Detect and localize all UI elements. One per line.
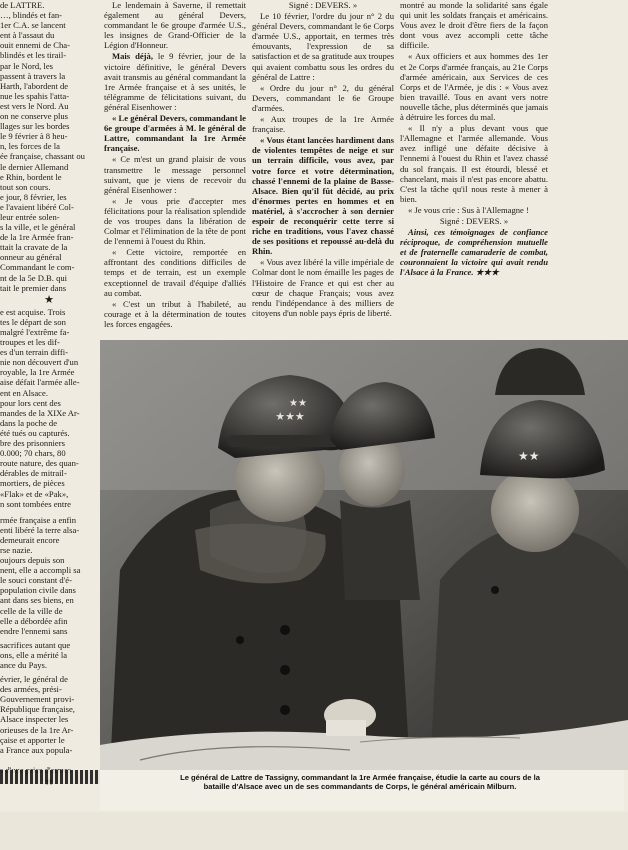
column-1-block-a	[0, 0, 98, 293]
text-line: …, blindés et fan-	[0, 10, 63, 21]
text-line: population civile dans	[0, 585, 76, 596]
text-line: «Flak» et de «Pak»,	[0, 488, 69, 499]
text-line: e jour, 8 février, les	[0, 191, 67, 202]
photograph	[100, 340, 628, 770]
conclusion-text: Ainsi, ces témoignages de confiance réciproque, de compréhension mutuelle et de fraternelle camaraderie de combat, couronnaient la victoire qui avait rendu l'Alsace à la France.	[400, 227, 548, 278]
text-line: ouit ennemi de Cha-	[0, 40, 70, 51]
paragraph: « Cette victoire, remportée en affrontant des conditions difficiles de temps et de terrain, est un exemple exceptionnel de travail d'équipe d'alliés au combat.	[104, 247, 246, 298]
text-line: ent à l'assaut du	[0, 30, 55, 41]
text-line: tait le premier dans	[0, 282, 67, 293]
text-line: Harth, l'abordent de	[0, 80, 69, 91]
text-line: le souci constant d'é-	[0, 575, 72, 586]
column-1-block-d	[0, 640, 98, 670]
column-1-block-b	[0, 307, 98, 509]
text-line: Commandant le com-	[0, 262, 75, 273]
text-line: nent, elle a accompli sa	[0, 565, 81, 576]
paragraph: « Ce m'est un grand plaisir de vous transmettre le message personnel suivant, que je viens de recevoir du général Eisenhower :	[104, 154, 246, 195]
star-separator: ★	[44, 293, 54, 306]
text-line: ance du Pays.	[0, 660, 48, 670]
text-line: es d'un terrain diffi-	[0, 347, 68, 358]
text-line: endre l'ennemi sans	[0, 625, 68, 636]
text-line: Gouvernement provi-	[0, 694, 75, 705]
text-line	[0, 755, 98, 765]
text-line: e Rhin, bordent le	[0, 171, 62, 182]
text-line: nie non découvert d'un	[0, 357, 79, 368]
text-line: 0.000; 70 chars, 80	[0, 448, 66, 459]
text-line: çaise et apporter le	[0, 734, 65, 745]
text-line: rmée française a enfin	[0, 514, 77, 525]
text-line: on ne conserve plus	[0, 111, 69, 122]
page-fold-edge	[0, 770, 100, 784]
paragraph: « Je vous crie : Sus à l'Allemagne !	[408, 204, 529, 215]
text-line: sacrifices autant que	[0, 639, 71, 650]
page-bottom-margin	[0, 812, 628, 850]
column-4	[400, 0, 548, 340]
text-line: onneur au général	[0, 252, 62, 263]
text-line: le dernier Allemand	[0, 161, 69, 172]
paragraph: « Vous étant lancées hardiment dans de violentes tempêtes de neige et sur un terrain difficile, vous avez, par votre force et votre détermination, chassé l'ennemi de la plaine de Basse-Alsace. Bien qu'il fût décidé, au prix d'énormes pertes en hommes et en matériel, à s'accrocher à son dernier espoir de reconquérir cette terre si riche en traditions, vous l'avez chassé de ses positions et repoussé au-delà du Rhin.	[252, 135, 394, 257]
text-line: ons, elle a mérité la	[0, 649, 68, 660]
text-line: ent en Alsace.	[0, 387, 48, 398]
paragraph: montré au monde la solidarité sans égale qui unit les soldats français et américains. Vous avez le droit d'être fiers de la façon dont vous avez accompli cette tâche difficile.	[400, 0, 548, 51]
text-line: demeurait encore	[0, 534, 60, 545]
text-line: leur entrée solen-	[0, 211, 60, 222]
text-line: troupes et les dif-	[0, 337, 60, 348]
text-line: elle a débordée afin	[0, 615, 68, 626]
text-line: passent à travers la	[0, 70, 66, 81]
text-line: a France aux popula-	[0, 744, 73, 755]
text-line: n, les forces de la	[0, 141, 60, 152]
signature: Signé : DEVERS. »	[288, 0, 358, 10]
text-line: celle de la ville de	[0, 605, 63, 616]
text-line: malgré l'extrême fa-	[0, 327, 70, 337]
text-line: blindés et les tirail-	[0, 50, 67, 61]
svg-text:★★★: ★★★	[275, 410, 305, 423]
text-line: e l'avaient libéré Col-	[0, 201, 74, 212]
stars-mark: ★★★	[475, 267, 499, 278]
photo-caption: Le général de Lattre de Tassigny, commandant la 1re Armée française, étudie la carte au cours de la bataille d'Alsace avec un de ses commandants de Corps, le général américain Milburn.	[180, 773, 540, 791]
text-line: bre des prisonniers	[0, 438, 65, 449]
text-line: été tués ou capturés.	[0, 427, 70, 438]
text-line: s la ville, et le général	[0, 222, 76, 233]
column-2	[104, 0, 246, 340]
text-line: mortiers, de pièces	[0, 478, 65, 489]
paragraph: « Aux officiers et aux hommes des 1er et 2e Corps d'armée français, au 21e Corps d'armée américain, aux Services de ces Corps et de l'Armée, je dis : « Vous avez bien travaillé. Tous en avant vers notre nouvelle tâche, plus déterminés que jamais à détruire les forces du mal.	[400, 51, 548, 123]
svg-text:★★: ★★	[289, 398, 307, 409]
signature: Signé : DEVERS. »	[439, 215, 509, 226]
text-line: ée française, chassant ou	[0, 151, 85, 162]
text-line: le 9 février à 8 heu-	[0, 131, 68, 142]
paragraph: Le 10 février, l'ordre du jour n° 2 du général Devers, commandant le 6e Corps d'armée U.S., apportait, en termes très émouvants, l'expression de sa satisfaction et de sa gratitude aux troupes qui avaient combattu sous les ordres du général de Lattre :	[252, 11, 394, 82]
caption-area	[100, 770, 624, 810]
column-3	[252, 0, 394, 340]
text-line: ant dans ses biens, en	[0, 595, 74, 606]
text-line: dans la poche de	[0, 417, 58, 428]
text-line: orieuses de la 1re Ar-	[0, 724, 74, 735]
text-line: République française,	[0, 704, 75, 715]
text-line: route nature, des quan-	[0, 458, 79, 469]
text-line: llages sur les bordes	[0, 121, 70, 132]
text-line: tes le départ de son	[0, 316, 66, 327]
text-line: ttait la cravate de la	[0, 242, 68, 253]
paragraph: Le lendemain à Saverne, il remettait également au général Devers, commandant le 6e groupe d'armée U.S., les insignes de Grand-Officier de la Légion d'Honneur.	[104, 0, 246, 51]
conclusion-paragraph	[400, 227, 548, 277]
column-1-block-e	[0, 674, 98, 775]
text-line: dérables de mitrail-	[0, 468, 67, 479]
paragraph: « Je vous prie d'accepter mes félicitations pour la réalisation splendide de vos troupes dans la libération de Colmar et l'élimination de la tête de pont de l'ennemi à l'ouest du Rhin.	[104, 195, 246, 247]
text-line: évrier, le général de	[0, 674, 68, 685]
text-line: de LATTRE.	[0, 0, 45, 10]
text-line: nue les spahis l'atta-	[0, 90, 70, 101]
column-1-block-c	[0, 515, 98, 636]
column-1	[0, 0, 98, 762]
paragraph: « Ordre du jour n° 2, du général Devers, commandant le 6e Groupe d'armées.	[252, 82, 394, 113]
text-line: de la 1re Armée fran-	[0, 232, 74, 243]
text-line: Alsace inspecter les	[0, 714, 69, 725]
text-line: enti libéré la terre alsa-	[0, 524, 80, 535]
paragraph-body: le 9 février, jour de la victoire définitive, le général Devers avait transmis au général commandant la 1re Armée française et à ses unités, le télégramme de félicitations suivant, du général Eisenhower :	[104, 51, 246, 112]
paragraph: « Le général Devers, commandant le 6e groupe d'armées à M. le général de Lattre, commandant la 1re Armée française.	[104, 113, 246, 154]
text-line: e est acquise. Trois	[0, 306, 66, 317]
paragraph: « Vous avez libéré la ville impériale de Colmar dont le nom émaille les pages de l'Histoire de France et qui est cher au cœur de chaque Français; vous avez rendu l'indépendance à des milliers de citoyens d'un noble pays épris de liberté.	[252, 257, 394, 318]
paragraph-lead: Mais déjà,	[112, 51, 153, 62]
paragraph: « Aux troupes de la 1re Armée française.	[252, 114, 394, 135]
svg-text:★★: ★★	[518, 449, 540, 463]
photo-illustration	[100, 340, 628, 770]
text-line: nt de la 5e D.B. qui	[0, 272, 68, 283]
paragraph	[104, 51, 246, 112]
text-line: pour lors cent des	[0, 397, 61, 408]
text-line: aise défait l'armée alle-	[0, 377, 80, 388]
text-line: mandes de la XIXe Ar-	[0, 407, 80, 418]
text-line: n sont tombées entre	[0, 498, 71, 509]
text-line: des armées, prési-	[0, 684, 62, 695]
text-line: rse nazie.	[0, 544, 33, 555]
text-line: royable, la 1re Armée	[0, 367, 75, 378]
text-line: oujours depuis son	[0, 555, 65, 566]
text-line: 1er C.A. se lancent	[0, 20, 66, 31]
paragraph: « C'est un tribut à l'habileté, au courage et à la détermination de toutes les forces engagées.	[104, 298, 246, 329]
paragraph: « Il n'y a plus devant vous que l'Allemagne et l'armée allemande. Vous avez infligé une défaite décisive à l'ennemi à l'ouest du Rhin et l'avez chassé du sol français. Il est étourdi, blessé et chancelant, mais il n'est pas encore abattu. C'est la tâche qu'il nous reste à mener à bien.	[400, 123, 548, 204]
text-line: tout son cours.	[0, 181, 51, 192]
text-line: par le Nord, les	[0, 60, 53, 71]
text-line: est vers le Nord. Au	[0, 100, 69, 111]
